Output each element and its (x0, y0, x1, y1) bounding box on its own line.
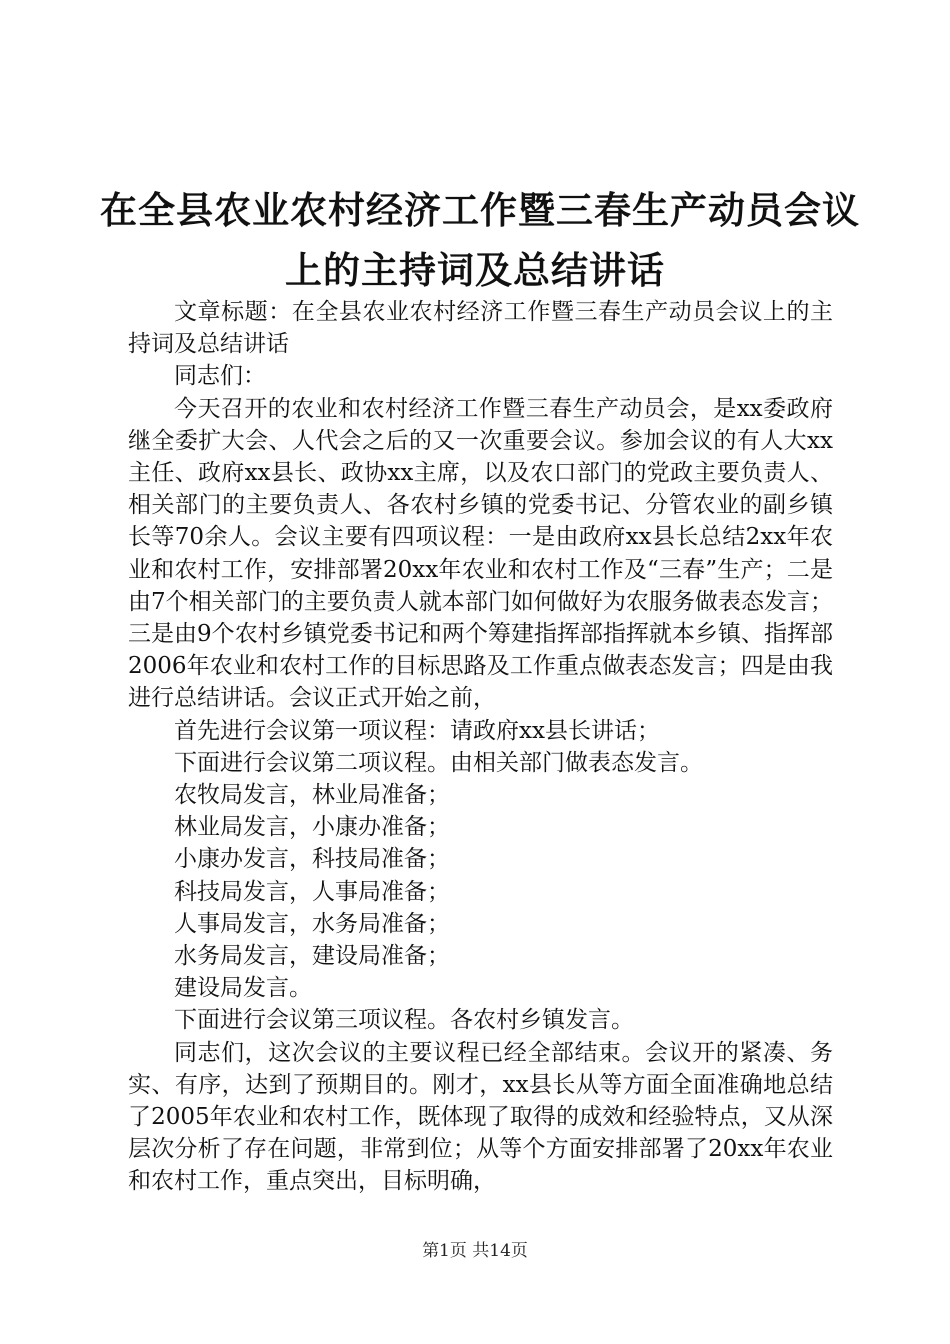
document-title-line-1: 在全县农业农村经济工作暨三春生产动员会议 (100, 188, 860, 232)
summary-paragraph: 同志们，这次会议的主要议程已经全部结束。会议开的紧凑、务实、有序，达到了预期目的。刚才，xx县长从等方面全面准确地总结了2005年农业和农村工作，既体现了取得的成效和经验特点，又从深层次分析了存在问题，非常到位；从等个方面安排部署了20xx年农业和农村工作，重点突出，目标明确， (128, 1039, 833, 1195)
meeting-intro-paragraph: 今天召开的农业和农村经济工作暨三春生产动员会，是xx委政府继全委扩大会、人代会之后的又一次重要会议。参加会议的有人大xx主任、政府xx县长、政协xx主席，以及农口部门的党政主要负责人、相关部门的主要负责人、各农村乡镇的党委书记、分管农业的副乡镇长等70余人。会议主要有四项议程：一是由政府xx县长总结2xx年农业和农村工作，安排部署20xx年农业和农村工作及“三春”生产；二是由7个相关部门的主要负责人就本部门如何做好为农服务做表态发言；三是由9个农村乡镇党委书记和两个筹建指挥部指挥就本乡镇、指挥部2006年农业和农村工作的目标思路及工作重点做表态发言；四是由我进行总结讲话。会议正式开始之前， (128, 395, 833, 712)
agenda-item-2-paragraph: 下面进行会议第二项议程。由相关部门做表态发言。 (174, 749, 703, 776)
document-body (128, 296, 833, 1198)
agenda-item-3-paragraph: 下面进行会议第三项议程。各农村乡镇发言。 (174, 1007, 634, 1034)
speaker-order-line: 科技局发言，人事局准备； (174, 878, 450, 905)
speaker-order-line: 建设局发言。 (174, 975, 312, 1002)
speaker-order-line: 人事局发言，水务局准备； (174, 910, 450, 937)
speaker-order-line: 林业局发言，小康办准备； (174, 814, 450, 841)
page-number-footer: 第1页 共14页 (422, 1241, 528, 1261)
article-title-paragraph: 文章标题：在全县农业农村经济工作暨三春生产动员会议上的主持词及总结讲话 (128, 299, 833, 358)
document-title-line-2: 上的主持词及总结讲话 (285, 248, 665, 292)
agenda-item-1-paragraph: 首先进行会议第一项议程：请政府xx县长讲话； (174, 717, 660, 744)
speaker-order-line: 农牧局发言，林业局准备； (174, 782, 450, 809)
speaker-order-line: 水务局发言，建设局准备； (174, 943, 450, 970)
speaker-order-line: 小康办发言，科技局准备； (174, 846, 450, 873)
salutation-paragraph: 同志们： (174, 363, 266, 390)
